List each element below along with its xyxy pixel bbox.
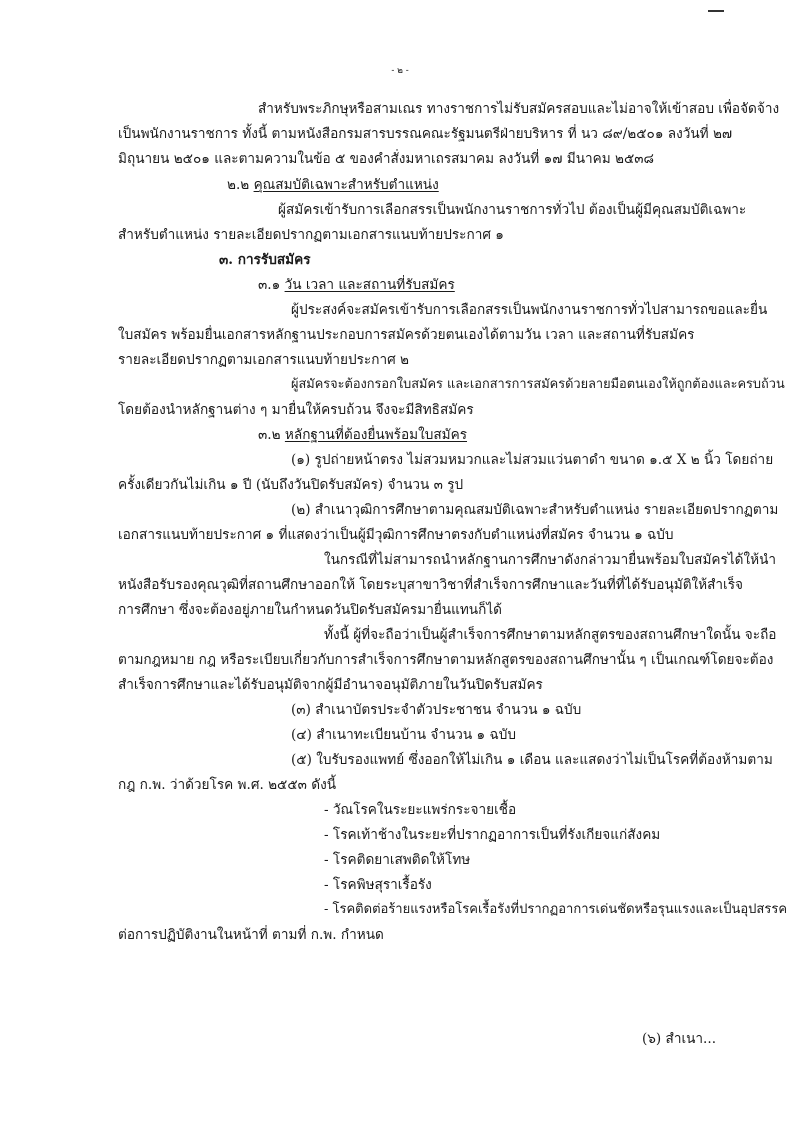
item-2-line-2: เอกสารแนบท้ายประกาศ ๑ ที่แสดงว่าเป็นผู้มีวุฒิการศึกษาตรงกับตำแหน่งที่สมัคร จำนวน ๑ ฉบับ <box>118 527 674 543</box>
item-1-line-1: (๑) รูปถ่ายหน้าตรง ไม่สวมหมวกและไม่สวมแว่นตาดำ ขนาด ๑.๕ X ๒ นิ้ว โดยถ่าย <box>291 452 774 468</box>
section-3-1-p2-line-1: ผู้สมัครจะต้องกรอกใบสมัคร และเอกสารการสมัครด้วยลายมือตนเองให้ถูกต้องและครบถ้วน <box>291 377 785 392</box>
section-3-heading: ๓. การรับสมัคร <box>219 252 311 268</box>
item-2-p3-line-2: ตามกฎหมาย กฎ หรือระเบียบเกี่ยวกับการสำเร็จการศึกษาตามหลักสูตรของสถานศึกษานั้น ๆ เป็นเกณฑ์โดยจะต้อง <box>118 652 774 668</box>
section-2-2-line-2: สำหรับตำแหน่ง รายละเอียดปรากฏตามเอกสารแนบท้ายประกาศ ๑ <box>118 227 504 243</box>
intro-line-1: สำหรับพระภิกษุหรือสามเณร ทางราชการไม่รับสมัครสอบและไม่อาจให้เข้าสอบ เพื่อจัดจ้าง <box>258 101 780 117</box>
disease-item-3: - โรคติดยาเสพติดให้โทษ <box>324 852 471 868</box>
item-1-line-2: ครั้งเดียวกันไม่เกิน ๑ ปี (นับถึงวันปิดรับสมัคร) จำนวน ๓ รูป <box>118 477 464 493</box>
item-2-p2-line-3: การศึกษา ซึ่งจะต้องอยู่ภายในกำหนดวันปิดรับสมัครมายื่นแทนก็ได้ <box>118 602 502 618</box>
section-3-2-heading <box>258 426 467 444</box>
disease-item-5-line-1: - โรคติดต่อร้ายแรงหรือโรคเรื้อรังที่ปรากฏอาการเด่นชัดหรือรุนแรงและเป็นอุปสรรค <box>324 902 788 917</box>
section-3-1-p1-line-1: ผู้ประสงค์จะสมัครเข้ารับการเลือกสรรเป็นพนักงานราชการทั่วไปสามารถขอและยื่น <box>291 302 768 318</box>
disease-item-5-line-2: ต่อการปฏิบัติงานในหน้าที่ ตามที่ ก.พ. กำหนด <box>118 927 384 943</box>
section-3-2-number: ๓.๒ <box>258 427 281 443</box>
item-2-p2-line-2: หนังสือรับรองคุณวุฒิที่สถานศึกษาออกให้ โดยระบุสาขาวิชาที่สำเร็จการศึกษาและวันที่ที่ได้รับอนุมัติให้สำเร็จ <box>118 577 743 593</box>
disease-item-2: - โรคเท้าช้างในระยะที่ปรากฏอาการเป็นที่รังเกียจแก่สังคม <box>324 827 661 843</box>
section-2-2-number: ๒.๒ <box>227 177 250 193</box>
section-3-1-p1-line-3: รายละเอียดปรากฏตามเอกสารแนบท้ายประกาศ ๒ <box>118 352 409 368</box>
item-2-p2-line-1: ในกรณีที่ไม่สามารถนำหลักฐานการศึกษาดังกล่าวมายื่นพร้อมใบสมัครได้ให้นำ <box>324 552 777 568</box>
section-3-1-title: วัน เวลา และสถานที่รับสมัคร <box>284 277 455 293</box>
disease-item-4: - โรคพิษสุราเรื้อรัง <box>324 877 432 893</box>
section-3-1-p2-line-2: โดยต้องนำหลักฐานต่าง ๆ มายื่นให้ครบถ้วน จึงจะมีสิทธิสมัคร <box>118 402 474 418</box>
item-4: (๔) สำเนาทะเบียนบ้าน จำนวน ๑ ฉบับ <box>291 727 516 743</box>
item-2-p3-line-1: ทั้งนี้ ผู้ที่จะถือว่าเป็นผู้สำเร็จการศึกษาตามหลักสูตรของสถานศึกษาใดนั้น จะถือ <box>324 627 777 643</box>
section-2-2-line-1: ผู้สมัครเข้ารับการเลือกสรรเป็นพนักงานราชการทั่วไป ต้องเป็นผู้มีคุณสมบัติเฉพาะ <box>278 202 747 218</box>
section-2-2-heading <box>227 176 439 194</box>
disease-item-1: - วัณโรคในระยะแพร่กระจายเชื้อ <box>324 802 517 818</box>
section-3-1-p1-line-2: ใบสมัคร พร้อมยื่นเอกสารหลักฐานประกอบการสมัครด้วยตนเองได้ตามวัน เวลา และสถานที่รับสมัคร <box>118 327 695 343</box>
scan-mark <box>704 0 726 14</box>
item-5-line-1: (๕) ใบรับรองแพทย์ ซึ่งออกให้ไม่เกิน ๑ เดือน และแสดงว่าไม่เป็นโรคที่ต้องห้ามตาม <box>291 752 773 768</box>
section-2-2-title: คุณสมบัติเฉพาะสำหรับตำแหน่ง <box>253 177 439 193</box>
item-3: (๓) สำเนาบัตรประจำตัวประชาชน จำนวน ๑ ฉบับ <box>291 702 582 718</box>
intro-line-2: เป็นพนักงานราชการ ทั้งนี้ ตามหนังสือกรมสารบรรณคณะรัฐมนตรีฝ่ายบริหาร ที่ นว ๘๙/๒๕๐๑ ลงวันที่ ๒๗ <box>118 126 733 142</box>
item-5-line-2: กฎ ก.พ. ว่าด้วยโรค พ.ศ. ๒๕๕๓ ดังนี้ <box>118 777 337 793</box>
item-2-p3-line-3: สำเร็จการศึกษาและได้รับอนุมัติจากผู้มีอำนาจอนุมัติภายในวันปิดรับสมัคร <box>118 677 543 693</box>
item-2-line-1: (๒) สำเนาวุฒิการศึกษาตามคุณสมบัติเฉพาะสำหรับตำแหน่ง รายละเอียดปรากฏตาม <box>291 502 779 518</box>
section-3-2-title: หลักฐานที่ต้องยื่นพร้อมใบสมัคร <box>284 427 468 443</box>
section-3-1-number: ๓.๑ <box>258 277 281 293</box>
page-number: - ๒ - <box>391 66 409 76</box>
continuation-marker: (๖) สำเนา... <box>642 1031 717 1047</box>
intro-line-3: มิถุนายน ๒๕๐๑ และตามความในข้อ ๕ ของคำสั่งมหาเถรสมาคม ลงวันที่ ๑๗ มีนาคม ๒๕๓๘ <box>118 151 655 167</box>
section-3-1-heading <box>258 276 455 294</box>
